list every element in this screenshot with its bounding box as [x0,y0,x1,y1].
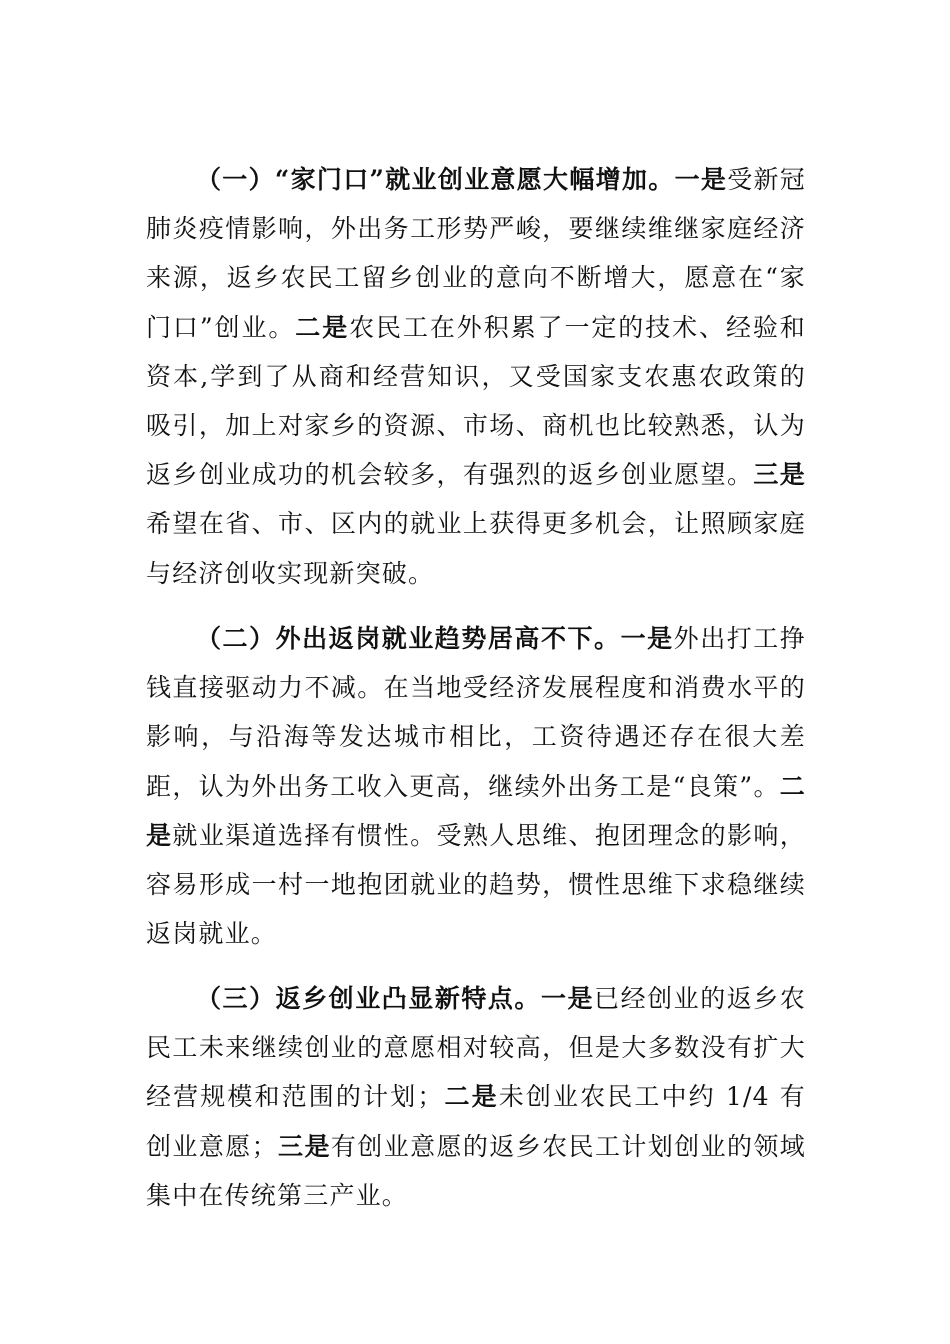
section-2-heading: （二）外出返岗就业趋势居高不下。 [196,624,621,653]
point-text: 农民工在外积累了一定的技术、经验和资本,学到了从商和经营知识，又受国家支农惠农政策的吸引，加上对家乡的资源、市场、商机也比较熟悉，认为返乡创业成功的机会较多，有强烈的返乡创业愿望。 [146,312,807,490]
point-marker: 二是 [295,312,350,342]
section-3-heading: （三）返乡创业凸显新特点。 [196,984,541,1013]
section-3-paragraph [146,974,806,1220]
section-1-paragraph [146,155,806,598]
point-marker: 三是 [753,460,806,490]
point-marker: 二是 [146,771,806,850]
point-marker: 三是 [277,1131,331,1161]
point-text: 未创业农民工中约 1/4 有创业意愿； [146,1082,806,1161]
point-marker: 二是 [443,1082,499,1112]
point-marker: 一是 [620,624,674,653]
point-text: 已经创业的返乡农民工未来继续创业的意愿相对较高，但是大多数没有扩大经营规模和范围的计划； [146,984,806,1112]
point-text: 外出打工挣钱直接驱动力不减。在当地受经济发展程度和消费水平的影响，与沿海等发达城市相比，工资待遇还存在很大差距，认为外出务工收入更高，继续外出务工是“良策”。 [146,624,806,801]
point-marker: 一是 [540,984,595,1013]
section-1-heading: （一）“家门口”就业创业意愿大幅增加。 [196,165,675,194]
point-text: 受新冠肺炎疫情影响，外出务工形势严峻，要继续维继家庭经济来源，返乡农民工留乡创业的意向不断增大，愿意在“家门口”创业。 [146,165,806,342]
point-text: 就业渠道选择有惯性。受熟人思维、抱团理念的影响，容易形成一村一地抱团就业的趋势，惯性思维下求稳继续返岗就业。 [146,820,807,949]
point-marker: 一是 [674,165,728,194]
point-text: 希望在省、市、区内的就业上获得更多机会，让照顾家庭与经济创收实现新突破。 [146,509,806,588]
section-2-paragraph [146,614,806,958]
point-text: 有创业意愿的返乡农民工计划创业的领域集中在传统第三产业。 [146,1131,806,1210]
